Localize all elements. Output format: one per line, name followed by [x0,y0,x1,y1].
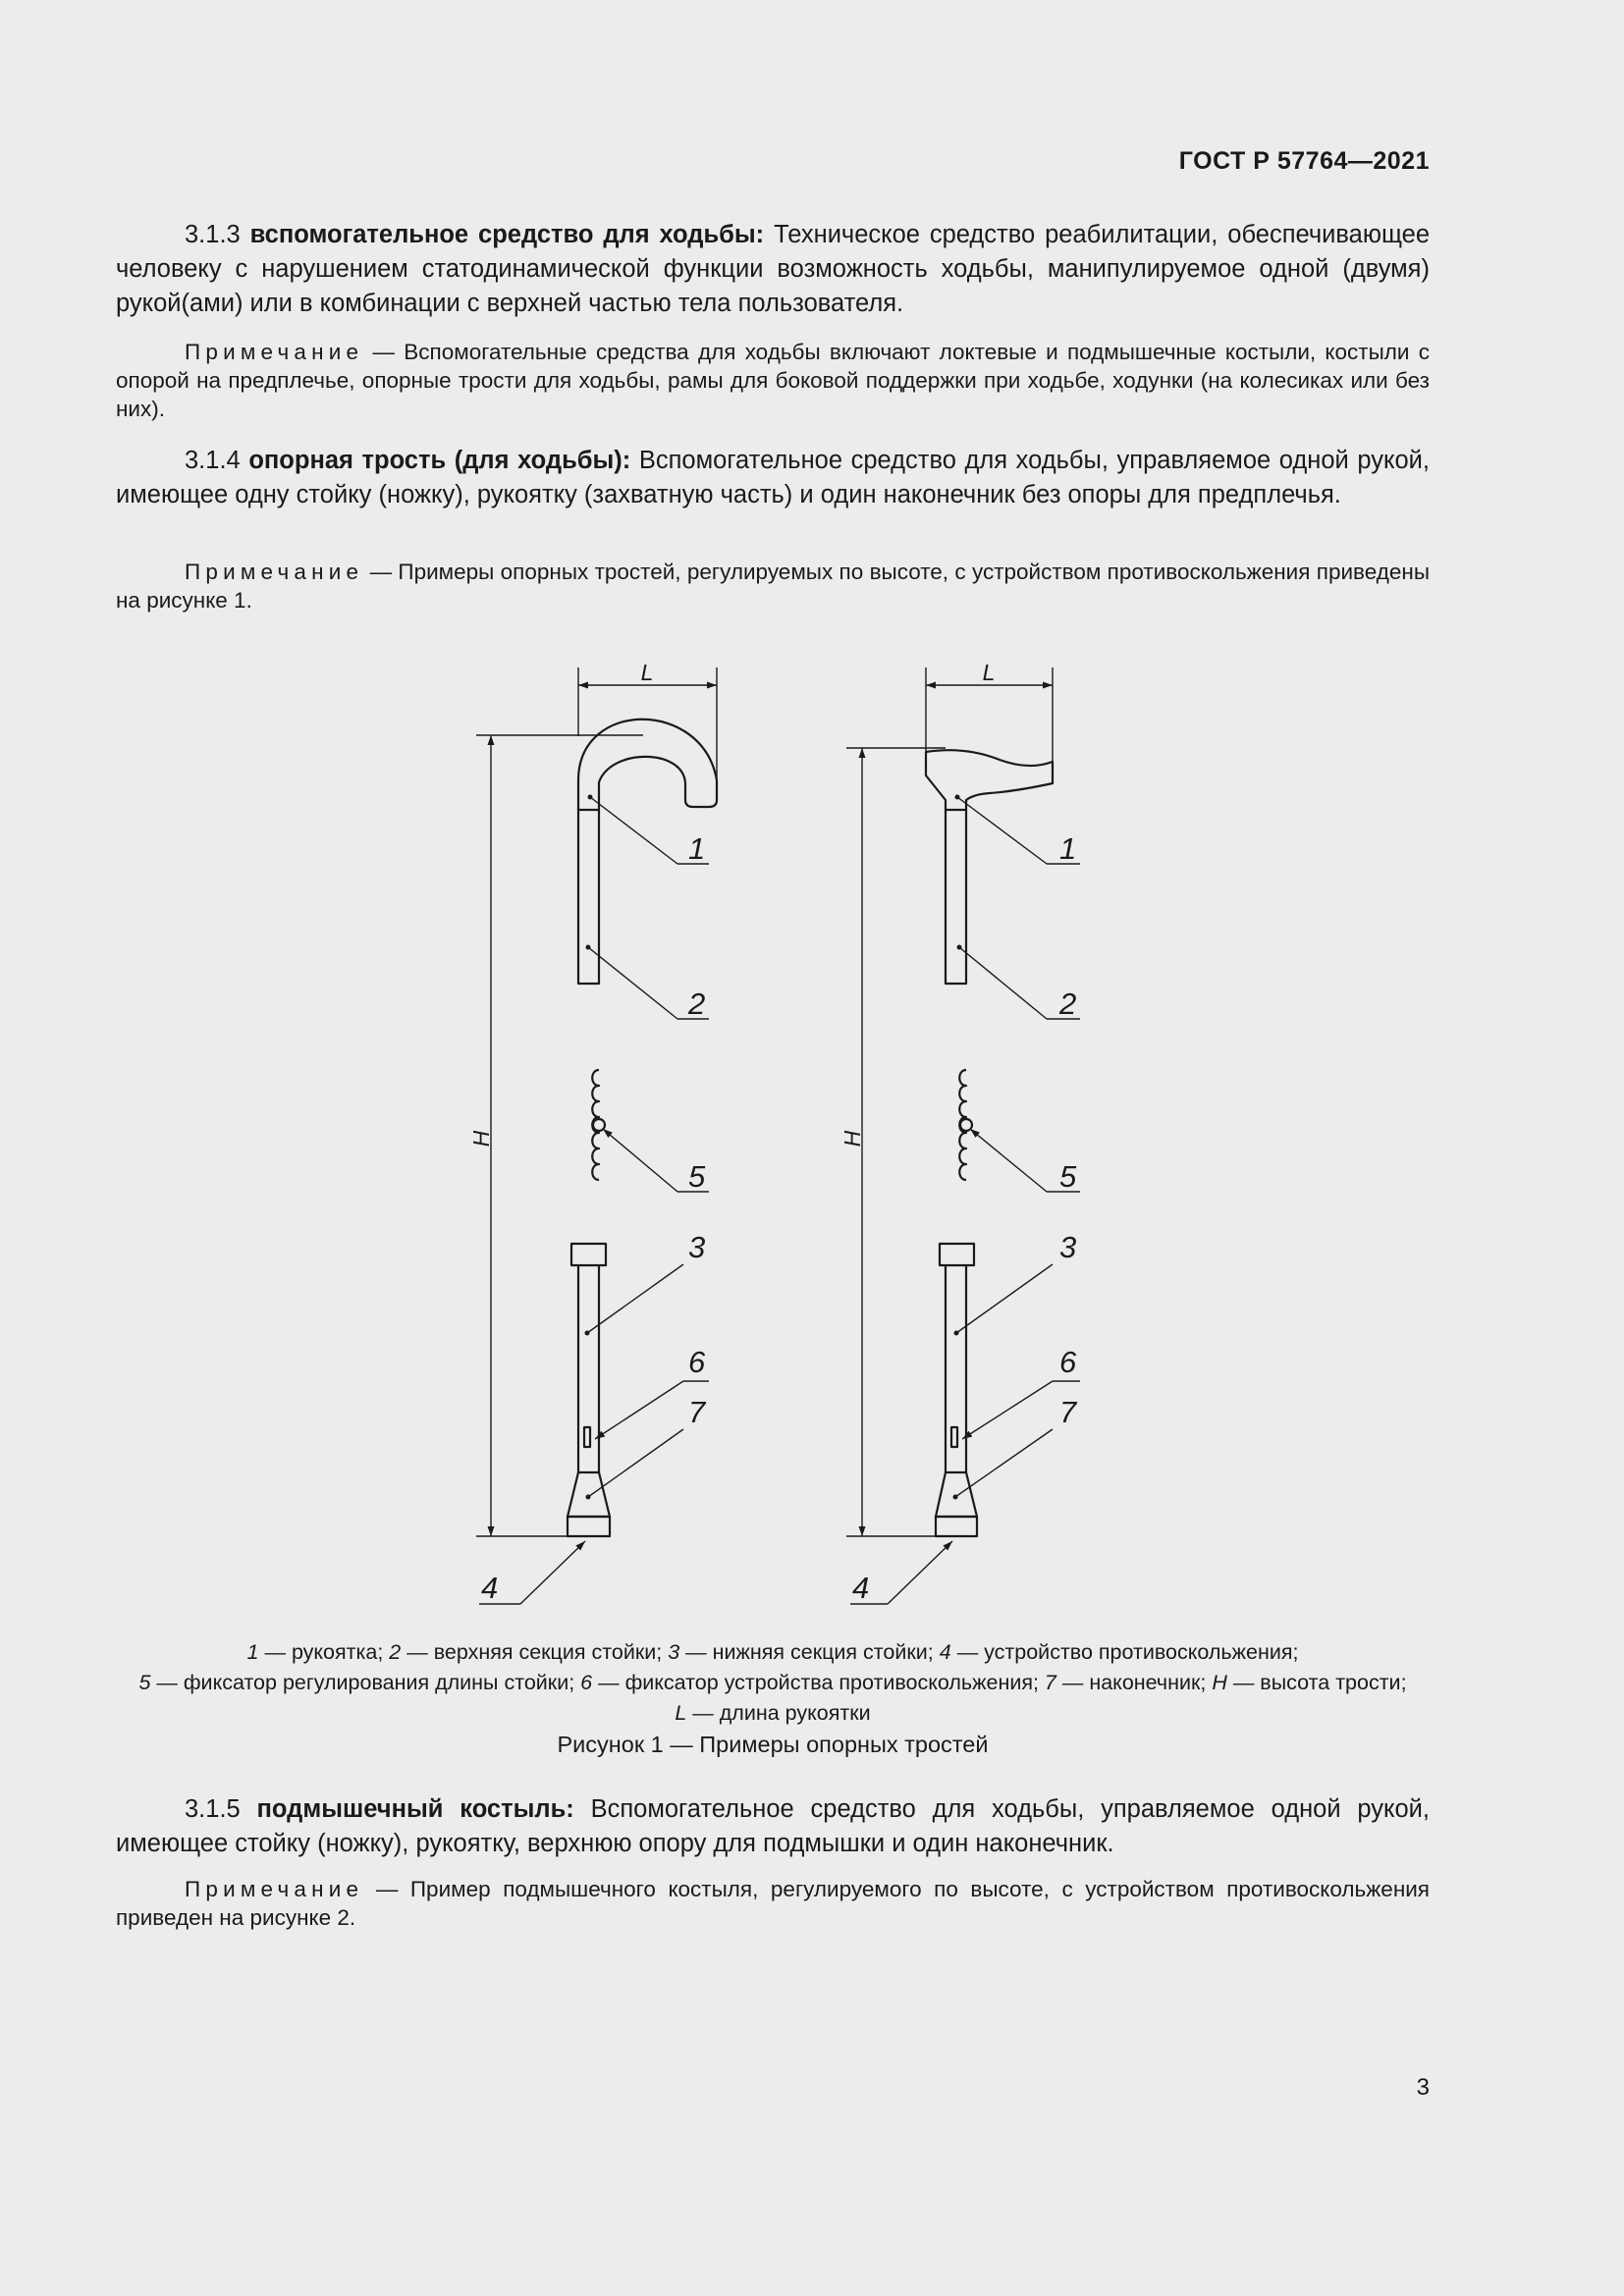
legend-text: — фиксатор устройства противоскольжения; [592,1671,1045,1694]
term: опорная трость (для ходьбы): [248,447,631,474]
page-number: 3 [1416,2074,1430,2101]
section-number: 3.1.5 [185,1795,241,1823]
legend-key: 1 [246,1640,259,1664]
legend-key: L [675,1701,687,1725]
legend-text: — длина рукоятки [686,1701,871,1725]
note-label: Примечание [185,1877,364,1901]
note-text: — Вспомогательные средства для ходьбы включают локтевые и подмышечные костыли, костыли с опорой на предплечье, опорные трости для ходьбы, рамы для боковой поддержки при ходьбе, ходунки (на колесиках или без них). [116,340,1430,421]
callout-2-left: 2 [688,987,706,1021]
callout-2-right: 2 [1059,987,1077,1021]
callout-6-right: 6 [1059,1345,1077,1379]
figure-caption: Рисунок 1 — Примеры опорных тростей [557,1732,989,1757]
definition: Вспомогательное средство для ходьбы, управляемое одной рукой, имеющее одну стойку (ножку), рукоятку (захватную часть) и один наконечник без опоры для предплечья. [116,447,1430,508]
section-number: 3.1.3 [185,221,241,248]
dim-l-left: L [640,660,654,685]
legend-text: — высота трости; [1226,1671,1407,1694]
collar [571,1244,606,1265]
anti-slip-lock [951,1427,957,1447]
callout-3-right: 3 [1059,1230,1077,1264]
note-text: — Примеры опорных тростей, регулируемых по высоте, с устройством противоскольжения приведены на рисунке 1. [116,560,1430,613]
legend-key: H [1212,1671,1227,1694]
callout-3-left: 3 [688,1230,706,1264]
collar [940,1244,974,1265]
document-id: ГОСТ Р 57764—2021 [1178,147,1430,175]
legend-text: — рукоятка; [258,1640,390,1664]
term: подмышечный костыль: [256,1795,574,1823]
legend-text: — нижняя секция стойки; [679,1640,940,1664]
dim-h-left: H [468,1130,494,1148]
callout-1-left: 1 [688,831,706,866]
callout-7-left: 7 [688,1395,706,1429]
callout-1-right: 1 [1059,831,1077,866]
callout-6-left: 6 [688,1345,706,1379]
leaders [479,797,1080,1604]
section-3-1-5 [116,1792,1430,1861]
callout-4-right: 4 [852,1571,870,1605]
dim-l-right: L [982,660,996,685]
term: вспомогательное средство для ходьбы: [249,221,765,248]
anti-slip-device [936,1517,977,1536]
cane-tip [568,1472,610,1517]
legend-text: — фиксатор регулирования длины стойки; [150,1671,581,1694]
legend-text: — устройство противоскольжения; [950,1640,1299,1664]
section-number: 3.1.4 [185,447,241,474]
legend-key: 4 [939,1640,951,1664]
legend-text: — наконечник; [1056,1671,1213,1694]
note-label: Примечание [185,560,364,584]
definition: Вспомогательное средство для ходьбы, управляемое одной рукой, имеющее стойку (ножку), рукоятку, верхнюю опору для подмышки и один наконечник. [116,1795,1430,1857]
legend-key: 2 [389,1640,402,1664]
derby-handle [926,750,1053,984]
legend-key: 3 [668,1640,680,1664]
cane-derby [926,750,1053,1536]
callout-5-left: 5 [688,1159,706,1194]
legend-key: 6 [580,1671,593,1694]
note-3-1-5 [116,1875,1430,1932]
definition: Техническое средство реабилитации, обеспечивающее человеку с нарушением статодинамической функции возможность ходьбы, манипулируемое одной (двумя) рукой(ами) или в комбинации с верхней частью тела пользователя. [116,221,1430,317]
legend-key: 7 [1044,1671,1056,1694]
legend-text: — верхняя секция стойки; [401,1640,669,1664]
note-label: Примечание [185,340,364,364]
callout-4-left: 4 [481,1571,499,1605]
lower-section [946,1265,966,1472]
callout-7-right: 7 [1059,1395,1077,1429]
figure-legend [116,1637,1430,1729]
dim-h-right: H [839,1130,865,1148]
anti-slip-lock [584,1427,590,1447]
lower-section [578,1265,599,1472]
legend-key: 5 [138,1671,151,1694]
callout-5-right: 5 [1059,1159,1077,1194]
anti-slip-device [568,1517,610,1536]
note-text: — Пример подмышечного костыля, регулируемого по высоте, с устройством противоскольжения приведен на рисунке 2. [116,1877,1430,1930]
cane-tip [936,1472,977,1517]
